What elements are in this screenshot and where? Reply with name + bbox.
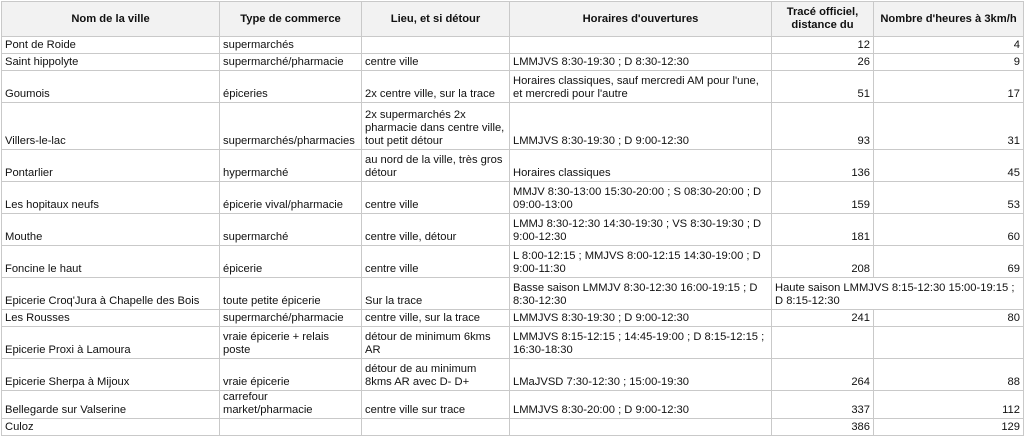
cell-distance: 93 — [772, 103, 874, 150]
cell-distance: 159 — [772, 182, 874, 214]
cell-distance: Haute saison LMMJVS 8:15-12:30 15:00-19:15 ; D 8:15-12:30 — [772, 278, 1024, 310]
cell-type: épicerie vival/pharmacie — [220, 182, 362, 214]
cell-lieu: au nord de la ville, très gros détour — [362, 150, 510, 182]
header-heures: Nombre d'heures à 3km/h — [874, 2, 1024, 37]
cell-distance: 241 — [772, 310, 874, 327]
cell-ville: Saint hippolyte — [2, 54, 220, 71]
cell-distance: 264 — [772, 359, 874, 391]
cell-ville: Goumois — [2, 71, 220, 103]
table-row — [2, 327, 1024, 359]
cell-heures: 112 — [874, 391, 1024, 419]
cell-type: supermarchés — [220, 37, 362, 54]
cell-lieu: centre ville sur trace — [362, 391, 510, 419]
cell-horaires: Horaires classiques, sauf mercredi AM pour l'une, et mercredi pour l'autre — [510, 71, 772, 103]
table-row — [2, 310, 1024, 327]
cell-lieu — [362, 37, 510, 54]
table-row — [2, 278, 1024, 310]
cell-heures: 4 — [874, 37, 1024, 54]
cell-type: supermarché/pharmacie — [220, 310, 362, 327]
cell-distance: 337 — [772, 391, 874, 419]
cell-ville: Mouthe — [2, 214, 220, 246]
cell-horaires: LMMJVS 8:30-19:30 ; D 9:00-12:30 — [510, 310, 772, 327]
cell-distance: 12 — [772, 37, 874, 54]
cell-heures: 88 — [874, 359, 1024, 391]
table-row — [2, 391, 1024, 419]
cell-type: supermarchés/pharmacies — [220, 103, 362, 150]
table-row — [2, 71, 1024, 103]
cell-type: épiceries — [220, 71, 362, 103]
cell-heures: 80 — [874, 310, 1024, 327]
cell-horaires: MMJV 8:30-13:00 15:30-20:00 ; S 08:30-20:00 ; D 09:00-13:00 — [510, 182, 772, 214]
cell-heures: 129 — [874, 419, 1024, 436]
cell-distance: 51 — [772, 71, 874, 103]
cell-heures — [874, 327, 1024, 359]
cell-horaires: Basse saison LMMJV 8:30-12:30 16:00-19:15 ; D 8:30-12:30 — [510, 278, 772, 310]
header-distance: Tracé officiel, distance du — [772, 2, 874, 37]
cell-type: vraie épicerie + relais poste — [220, 327, 362, 359]
cell-heures: 60 — [874, 214, 1024, 246]
cell-type: toute petite épicerie — [220, 278, 362, 310]
cell-type: vraie épicerie — [220, 359, 362, 391]
header-horaires: Horaires d'ouvertures — [510, 2, 772, 37]
header-row — [2, 2, 1024, 37]
cell-horaires: LMMJVS 8:30-19:30 ; D 8:30-12:30 — [510, 54, 772, 71]
cell-lieu: Sur la trace — [362, 278, 510, 310]
cell-horaires: LMMJVS 8:15-12:15 ; 14:45-19:00 ; D 8:15-12:15 ; 16:30-18:30 — [510, 327, 772, 359]
cell-horaires — [510, 419, 772, 436]
cell-lieu: centre ville, sur la trace — [362, 310, 510, 327]
table-row — [2, 214, 1024, 246]
table-row — [2, 246, 1024, 278]
table-row — [2, 419, 1024, 436]
cell-ville: Pont de Roide — [2, 37, 220, 54]
table-row — [2, 150, 1024, 182]
cell-ville: Bellegarde sur Valserine — [2, 391, 220, 419]
cell-ville: Epicerie Sherpa à Mijoux — [2, 359, 220, 391]
cell-lieu — [362, 419, 510, 436]
table-row — [2, 359, 1024, 391]
cell-distance: 136 — [772, 150, 874, 182]
cell-horaires: L 8:00-12:15 ; MMJVS 8:00-12:15 14:30-19:00 ; D 9:00-11:30 — [510, 246, 772, 278]
cell-lieu: centre ville, détour — [362, 214, 510, 246]
header-type: Type de commerce — [220, 2, 362, 37]
cell-horaires — [510, 37, 772, 54]
cell-horaires: LMMJVS 8:30-20:00 ; D 9:00-12:30 — [510, 391, 772, 419]
cell-heures: 53 — [874, 182, 1024, 214]
cell-lieu: 2x supermarchés 2x pharmacie dans centre ville, tout petit détour — [362, 103, 510, 150]
cell-type: supermarché/pharmacie — [220, 54, 362, 71]
cell-lieu: détour de minimum 6kms AR — [362, 327, 510, 359]
cell-heures: 69 — [874, 246, 1024, 278]
cell-distance: 386 — [772, 419, 874, 436]
cell-distance: 208 — [772, 246, 874, 278]
header-ville: Nom de la ville — [2, 2, 220, 37]
cell-distance — [772, 327, 874, 359]
cell-ville: Les hopitaux neufs — [2, 182, 220, 214]
cell-ville: Villers-le-lac — [2, 103, 220, 150]
cell-ville: Culoz — [2, 419, 220, 436]
cell-heures: 9 — [874, 54, 1024, 71]
cell-heures: 45 — [874, 150, 1024, 182]
cell-ville: Foncine le haut — [2, 246, 220, 278]
cell-horaires: LMaJVSD 7:30-12:30 ; 15:00-19:30 — [510, 359, 772, 391]
cell-lieu: 2x centre ville, sur la trace — [362, 71, 510, 103]
cell-ville: Epicerie Croq'Jura à Chapelle des Bois — [2, 278, 220, 310]
cell-distance: 26 — [772, 54, 874, 71]
header-lieu: Lieu, et si détour — [362, 2, 510, 37]
cell-heures: 31 — [874, 103, 1024, 150]
cell-horaires: LMMJVS 8:30-19:30 ; D 9:00-12:30 — [510, 103, 772, 150]
cell-lieu: centre ville — [362, 246, 510, 278]
table-row — [2, 182, 1024, 214]
table-row — [2, 37, 1024, 54]
cell-type: supermarché — [220, 214, 362, 246]
table-row — [2, 103, 1024, 150]
cell-ville: Pontarlier — [2, 150, 220, 182]
cell-lieu: détour de au minimum 8kms AR avec D- D+ — [362, 359, 510, 391]
cell-type — [220, 419, 362, 436]
cell-horaires: Horaires classiques — [510, 150, 772, 182]
cell-type: carrefour market/pharmacie — [220, 391, 362, 419]
cell-type: hypermarché — [220, 150, 362, 182]
cell-type: épicerie — [220, 246, 362, 278]
table-row — [2, 54, 1024, 71]
cell-lieu: centre ville — [362, 182, 510, 214]
cell-distance: 181 — [772, 214, 874, 246]
cell-ville: Les Rousses — [2, 310, 220, 327]
cell-horaires: LMMJ 8:30-12:30 14:30-19:30 ; VS 8:30-19:30 ; D 9:00-12:30 — [510, 214, 772, 246]
cell-lieu: centre ville — [362, 54, 510, 71]
shops-table — [1, 1, 1024, 436]
cell-ville: Epicerie Proxi à Lamoura — [2, 327, 220, 359]
cell-heures: 17 — [874, 71, 1024, 103]
